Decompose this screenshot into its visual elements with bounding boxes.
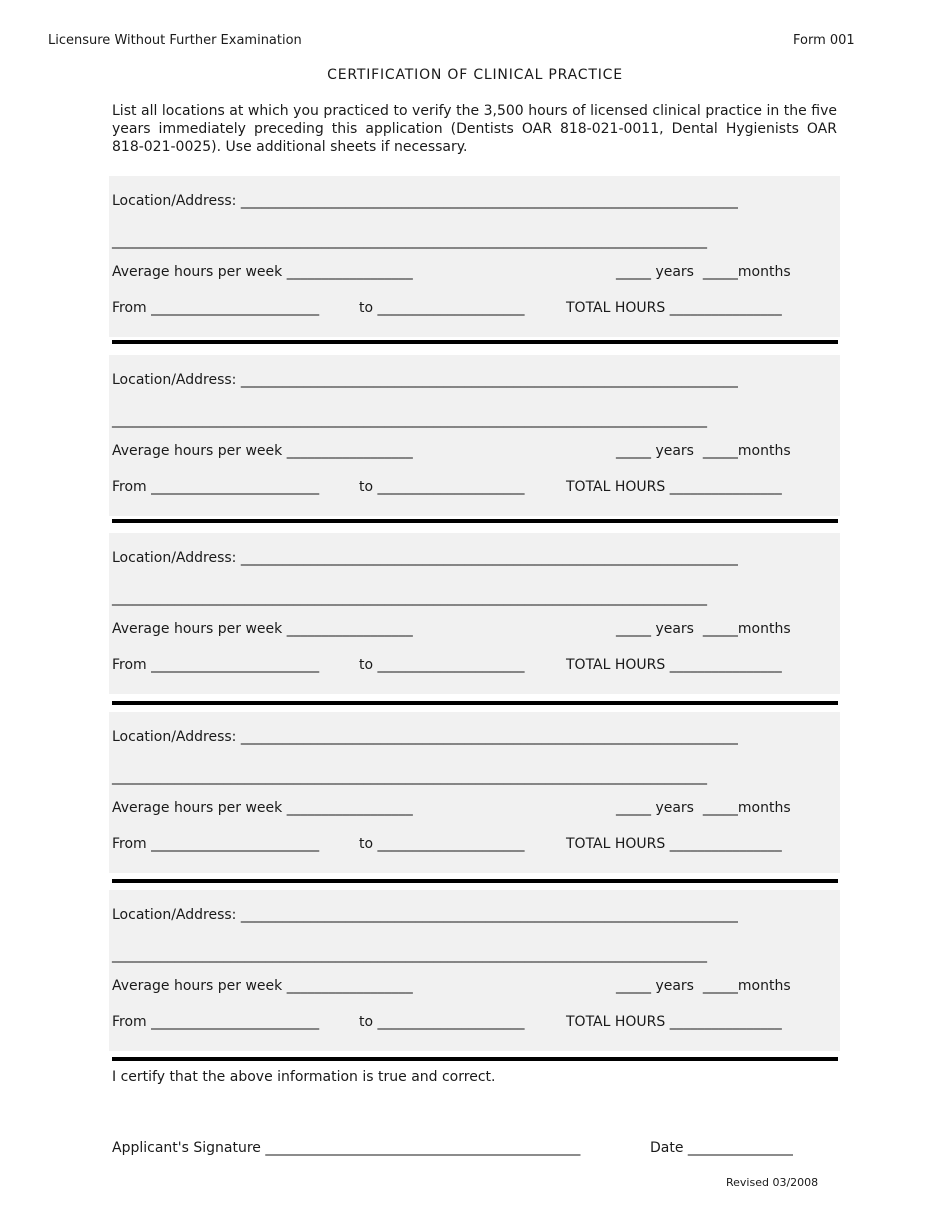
duration-row[interactable] [616,264,791,280]
years-field[interactable]: _____ years [616,800,694,816]
signature-label: Applicant's Signature [112,1140,261,1156]
location-label: Location/Address: [112,372,237,388]
total-hours-field[interactable]: ________________ [669,300,782,316]
avg-hours-label: Average hours per week [112,978,283,994]
to-field[interactable]: _____________________ [377,836,525,852]
to-row[interactable] [359,1014,525,1030]
total-hours-field[interactable]: ________________ [669,836,782,852]
from-row[interactable] [112,479,319,495]
address-line-2[interactable]: _____________________________________________________________________________________ [112,233,707,249]
date-label: Date [650,1140,684,1156]
header-title: Licensure Without Further Examination [48,33,302,48]
location-label: Location/Address: [112,550,237,566]
total-hours-label: TOTAL HOURS [566,836,666,852]
divider [112,1057,838,1061]
location-field[interactable]: _______________________________________________________________________ [240,193,738,209]
from-label: From [112,300,147,316]
practice-entry-1 [109,176,840,337]
from-label: From [112,1014,147,1030]
avg-hours-row[interactable] [112,621,413,637]
months-field[interactable]: _____months [702,264,791,280]
total-hours-row[interactable] [566,1014,782,1030]
practice-entry-5 [109,890,840,1051]
divider [112,701,838,705]
to-row[interactable] [359,836,525,852]
total-hours-label: TOTAL HOURS [566,1014,666,1030]
avg-hours-field[interactable]: __________________ [286,443,413,459]
avg-hours-label: Average hours per week [112,443,283,459]
location-field[interactable]: _______________________________________________________________________ [240,372,738,388]
instructions: List all locations at which you practiced to verify the 3,500 hours of licensed clinical practice in the five years immediately preceding this application (Dentists OAR 818-021-0011, Dental Hygienists OAR 818-021-0025). Use additional sheets if necessary. [112,103,837,155]
page-title: CERTIFICATION OF CLINICAL PRACTICE [327,67,623,83]
avg-hours-field[interactable]: __________________ [286,621,413,637]
years-field[interactable]: _____ years [616,264,694,280]
total-hours-label: TOTAL HOURS [566,300,666,316]
to-label: to [359,479,374,495]
revision-date: Revised 03/2008 [726,1176,819,1189]
to-row[interactable] [359,300,525,316]
date-row[interactable] [650,1140,793,1156]
address-line-2[interactable]: _____________________________________________________________________________________ [112,769,707,785]
location-row[interactable] [112,907,738,923]
avg-hours-row[interactable] [112,264,413,280]
avg-hours-field[interactable]: __________________ [286,978,413,994]
total-hours-row[interactable] [566,657,782,673]
avg-hours-label: Average hours per week [112,800,283,816]
total-hours-row[interactable] [566,479,782,495]
practice-entry-3 [109,533,840,694]
total-hours-label: TOTAL HOURS [566,479,666,495]
location-label: Location/Address: [112,907,237,923]
location-row[interactable] [112,372,738,388]
from-row[interactable] [112,836,319,852]
months-field[interactable]: _____months [702,978,791,994]
months-field[interactable]: _____months [702,800,791,816]
location-row[interactable] [112,550,738,566]
years-field[interactable]: _____ years [616,978,694,994]
avg-hours-row[interactable] [112,978,413,994]
date-field[interactable]: _______________ [687,1140,793,1156]
location-row[interactable] [112,193,738,209]
duration-row[interactable] [616,800,791,816]
duration-row[interactable] [616,621,791,637]
total-hours-field[interactable]: ________________ [669,657,782,673]
from-field[interactable]: ________________________ [151,657,320,673]
to-field[interactable]: _____________________ [377,300,525,316]
divider [112,519,838,523]
location-field[interactable]: _______________________________________________________________________ [240,729,738,745]
total-hours-row[interactable] [566,300,782,316]
to-label: to [359,836,374,852]
avg-hours-row[interactable] [112,800,413,816]
months-field[interactable]: _____months [702,443,791,459]
practice-entry-4 [109,712,840,873]
from-field[interactable]: ________________________ [151,300,320,316]
location-field[interactable]: _______________________________________________________________________ [240,907,738,923]
address-line-2[interactable]: _____________________________________________________________________________________ [112,590,707,606]
location-field[interactable]: _______________________________________________________________________ [240,550,738,566]
from-row[interactable] [112,300,319,316]
to-field[interactable]: _____________________ [377,479,525,495]
years-field[interactable]: _____ years [616,621,694,637]
certification-statement: I certify that the above information is true and correct. [112,1069,496,1085]
duration-row[interactable] [616,443,791,459]
practice-entry-2 [109,355,840,516]
avg-hours-label: Average hours per week [112,621,283,637]
divider [112,340,838,344]
avg-hours-row[interactable] [112,443,413,459]
to-field[interactable]: _____________________ [377,1014,525,1030]
months-field[interactable]: _____months [702,621,791,637]
total-hours-row[interactable] [566,836,782,852]
from-field[interactable]: ________________________ [151,1014,320,1030]
from-label: From [112,479,147,495]
to-row[interactable] [359,479,525,495]
to-label: to [359,300,374,316]
total-hours-field[interactable]: ________________ [669,1014,782,1030]
location-label: Location/Address: [112,729,237,745]
location-row[interactable] [112,729,738,745]
to-row[interactable] [359,657,525,673]
divider [112,879,838,883]
to-field[interactable]: _____________________ [377,657,525,673]
signature-row[interactable] [112,1140,580,1156]
signature-field[interactable]: _____________________________________________ [265,1140,581,1156]
to-label: to [359,657,374,673]
avg-hours-field[interactable]: __________________ [286,800,413,816]
from-field[interactable]: ________________________ [151,836,320,852]
to-label: to [359,1014,374,1030]
total-hours-label: TOTAL HOURS [566,657,666,673]
from-row[interactable] [112,657,319,673]
years-field[interactable]: _____ years [616,443,694,459]
total-hours-field[interactable]: ________________ [669,479,782,495]
avg-hours-label: Average hours per week [112,264,283,280]
form-number: Form 001 [793,33,855,48]
avg-hours-field[interactable]: __________________ [286,264,413,280]
address-line-2[interactable]: _____________________________________________________________________________________ [112,947,707,963]
from-label: From [112,836,147,852]
from-row[interactable] [112,1014,319,1030]
address-line-2[interactable]: _____________________________________________________________________________________ [112,412,707,428]
duration-row[interactable] [616,978,791,994]
from-label: From [112,657,147,673]
location-label: Location/Address: [112,193,237,209]
from-field[interactable]: ________________________ [151,479,320,495]
